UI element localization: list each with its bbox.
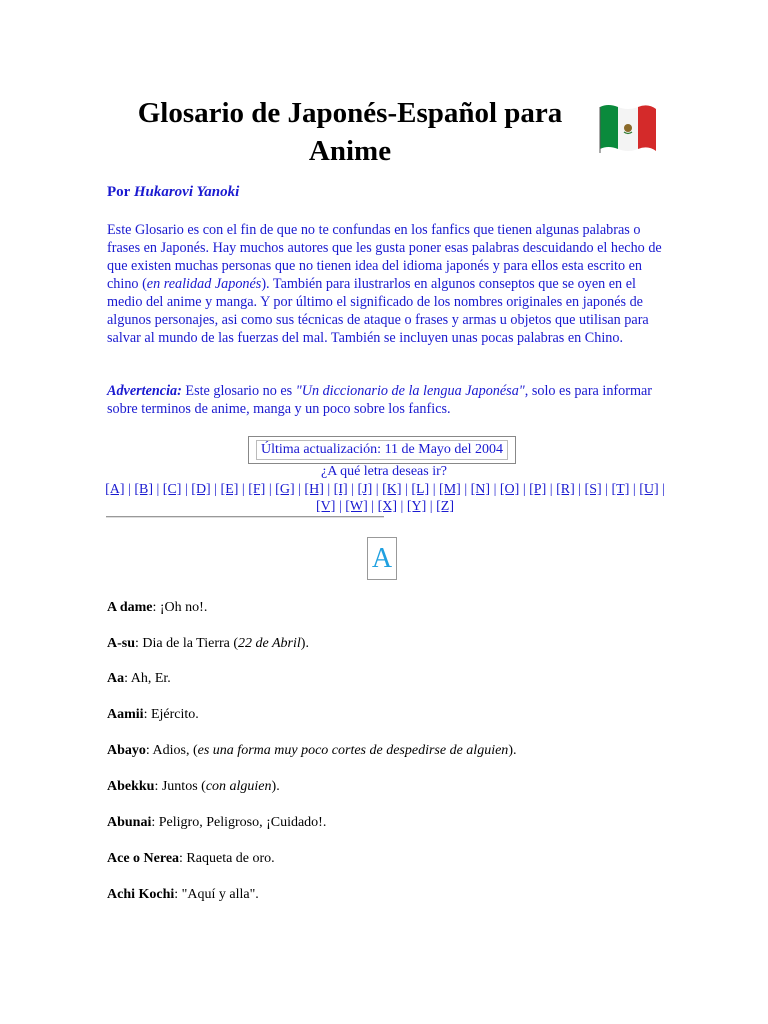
section-heading-box [367,537,397,580]
letter-link-o[interactable]: [O] [499,482,520,497]
glossary-entry [107,671,171,687]
letter-separator: | [210,482,221,497]
letter-link-z[interactable]: [Z] [436,499,454,514]
letter-separator: | [238,482,249,497]
letter-separator: | [601,482,612,497]
letter-link-g[interactable]: [G] [275,482,295,497]
last-update-box [248,436,516,464]
entry-end: ). [300,636,309,651]
warning-label: Advertencia: [107,383,182,399]
letter-separator: | [546,482,557,497]
glossary-entry [107,851,275,867]
letter-separator: | [426,499,437,514]
letter-link-e[interactable]: [E] [220,482,239,497]
letter-link-m[interactable]: [M] [439,482,461,497]
letter-separator: | [574,482,585,497]
letter-separator: | [265,482,276,497]
letter-navigation [105,481,665,515]
letter-link-y[interactable]: [Y] [406,499,427,514]
entry-italic: con alguien [205,779,272,794]
entry-term: Ace o Nerea [107,851,180,866]
warning-paragraph [107,382,667,418]
letter-link-i[interactable]: [I] [333,482,348,497]
warning-text-1: Este glosario no es [181,383,296,399]
entry-definition: : Ejército. [143,707,199,722]
letter-link-c[interactable]: [C] [162,482,182,497]
byline [107,184,239,201]
entry-definition: : Adios, ( [145,743,198,758]
letter-separator: | [460,482,471,497]
entry-term: A dame [107,600,153,615]
entry-definition: : Juntos ( [154,779,206,794]
entry-definition: : Dia de la Tierra ( [135,636,239,651]
entry-definition: : Raqueta de oro. [179,851,275,866]
letter-link-h[interactable]: [H] [304,482,324,497]
entry-term: Achi Kochi [107,887,175,902]
letter-link-b[interactable]: [B] [134,482,153,497]
letter-link-r[interactable]: [R] [556,482,575,497]
letter-separator: | [294,482,305,497]
glossary-entry [107,743,516,759]
letter-separator: | [658,482,665,497]
glossary-entry [107,707,199,723]
letter-separator: | [181,482,192,497]
letter-link-w[interactable]: [W] [345,499,368,514]
section-letter: A [371,542,393,574]
byline-prefix: Por [107,184,134,200]
letter-link-s[interactable]: [S] [584,482,602,497]
letter-separator: | [490,482,500,497]
entry-term: Aa [107,671,125,686]
letter-separator: | [367,499,378,514]
letter-separator: | [397,499,407,514]
letter-separator: | [323,482,334,497]
warning-quote: "Un diccionario de la lengua Japonésa" [295,383,525,399]
letter-prompt: ¿A qué letra deseas ir? [321,464,447,479]
letter-link-d[interactable]: [D] [191,482,211,497]
glossary-entry [107,815,326,831]
letter-separator: | [335,499,346,514]
letter-link-l[interactable]: [L] [411,482,430,497]
intro-paragraph [107,221,667,347]
letter-separator: | [629,482,640,497]
letter-link-j[interactable]: [J] [357,482,373,497]
author-name: Hukarovi Yanoki [133,184,240,200]
glossary-entry [107,779,280,795]
letter-separator: | [519,482,530,497]
letter-separator: | [347,482,358,497]
entry-term: Abunai [107,815,152,830]
entry-definition: : "Aquí y alla". [174,887,259,902]
entry-italic: 22 de Abril [238,636,301,651]
glossary-entry [107,887,259,903]
letter-separator: | [429,482,440,497]
letter-link-p[interactable]: [P] [529,482,547,497]
entry-definition: : Peligro, Peligroso, ¡Cuidado!. [151,815,327,830]
entry-term: Abayo [107,743,146,758]
entry-italic: es una forma muy poco cortes de despedirse de alguien [197,743,509,758]
intro-emphasis: en realidad Japonés [146,276,262,292]
last-update-text: Última actualización: 11 de Mayo del 2004 [256,440,508,460]
entry-term: Aamii [107,707,144,722]
entry-end: ). [508,743,517,758]
letter-link-u[interactable]: [U] [639,482,659,497]
letter-link-t[interactable]: [T] [611,482,630,497]
entry-end: ). [271,779,280,794]
mexico-flag-icon [598,101,658,153]
letter-link-n[interactable]: [N] [470,482,491,497]
letter-link-k[interactable]: [K] [382,482,402,497]
glossary-entry [107,600,207,616]
letter-separator: | [401,482,412,497]
glossary-entry [107,636,309,652]
entry-definition: : ¡Oh no!. [152,600,208,615]
letter-link-x[interactable]: [X] [377,499,398,514]
intro-text-1: Este Glosario es con el fin de que no te confundas en los fanfics que tienen algunas palabras o frases en Japonés. Hay muchos autores que les gusta poner esas palabras descuidando el hecho de que existen muchas personas que no tienen idea del idioma japonés y para ellos esta escrito en chino ( [107,222,662,292]
entry-term: A-su [107,636,136,651]
entry-term: Abekku [107,779,155,794]
page-title: Glosario de Japonés-Español para Anime [137,97,563,167]
letter-separator: | [152,482,163,497]
letter-separator: | [124,482,135,497]
entry-definition: : Ah, Er. [124,671,171,686]
letter-link-v[interactable]: [V] [316,499,336,514]
warning-text-2: , solo es para informar sobre terminos de anime, manga y un poco sobre los fanfics. [107,383,653,417]
divider [106,516,384,518]
letter-separator: | [372,482,383,497]
letter-link-a[interactable]: [A] [105,482,125,497]
letter-link-f[interactable]: [F] [248,482,266,497]
intro-text-2: ). También para ilustrarlos en algunos conseptos que se oyen en el medio del anime y manga. Y por último el significado de los nombres originales en japonés de algunos personajes, asi como sus técnicas de ataque o frases y armas u objetos que utilisan para salvar al mundo de las fuerzas del mal. También se incluyen unas pocas palabras en Chino. [107,276,649,346]
